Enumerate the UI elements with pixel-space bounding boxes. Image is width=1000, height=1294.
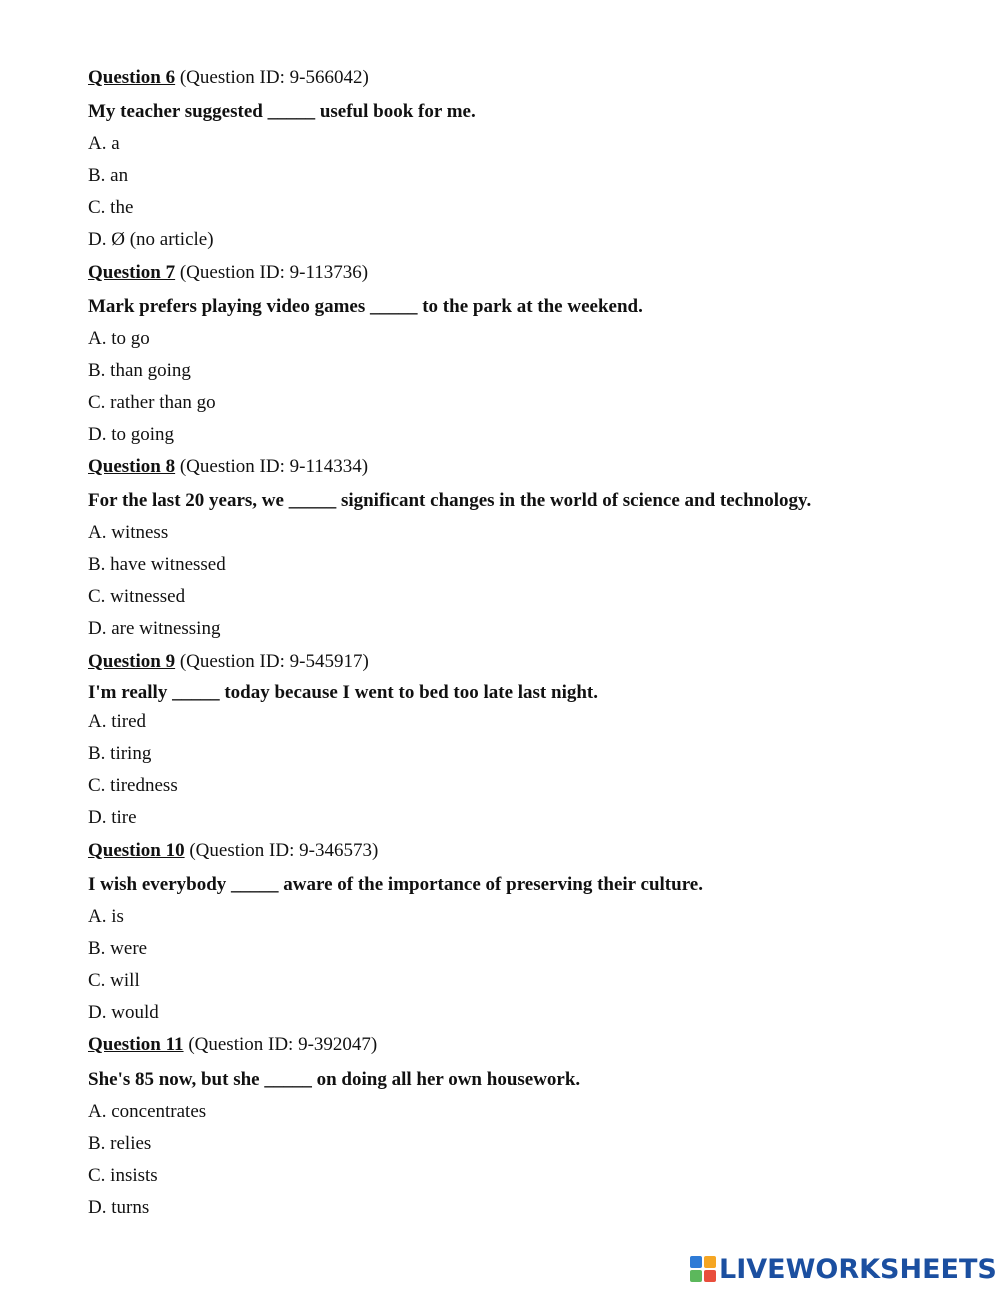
answer-option[interactable]: C. rather than go [88, 392, 216, 413]
brand-name: LIVEWORKSHEETS [719, 1253, 997, 1285]
answer-option[interactable]: D. tire [88, 807, 137, 828]
liveworksheets-logo-icon [690, 1256, 716, 1282]
answer-option[interactable]: A. witness [88, 522, 169, 543]
answer-option[interactable]: D. Ø (no article) [88, 229, 214, 250]
answer-option[interactable]: D. to going [88, 424, 175, 445]
question-header [88, 840, 378, 862]
question-header [88, 262, 368, 284]
question-header [88, 651, 369, 673]
answer-option[interactable]: C. witnessed [88, 586, 186, 607]
answer-option[interactable]: C. will [88, 970, 140, 991]
answer-option[interactable]: C. tiredness [88, 775, 178, 796]
question-label: Question 6 [88, 67, 176, 88]
question-header [88, 1034, 377, 1056]
question-header [88, 67, 369, 89]
question-label: Question 10 [88, 840, 185, 861]
question-id: (Question ID: 9-392047) [188, 1034, 378, 1055]
answer-option[interactable]: B. than going [88, 360, 191, 381]
answer-option[interactable]: A. to go [88, 328, 150, 349]
question-label: Question 11 [88, 1034, 184, 1055]
answer-option[interactable]: A. a [88, 133, 120, 154]
answer-option[interactable]: D. are witnessing [88, 618, 221, 639]
question-header [88, 456, 368, 478]
question-stem: I'm really _____ today because I went to bed too late last night. [88, 682, 598, 703]
question-id: (Question ID: 9-566042) [179, 67, 369, 88]
question-id: (Question ID: 9-113736) [179, 262, 369, 283]
answer-option[interactable]: A. concentrates [88, 1101, 207, 1122]
question-stem: I wish everybody _____ aware of the importance of preserving their culture. [88, 874, 703, 895]
answer-option[interactable]: D. turns [88, 1197, 150, 1218]
answer-option[interactable]: B. relies [88, 1133, 152, 1154]
answer-option[interactable]: B. were [88, 938, 148, 959]
liveworksheets-brand[interactable] [690, 1252, 997, 1286]
answer-option[interactable]: A. is [88, 906, 124, 927]
question-stem: She's 85 now, but she _____ on doing all her own housework. [88, 1069, 581, 1090]
question-label: Question 8 [88, 456, 176, 477]
answer-option[interactable]: B. have witnessed [88, 554, 226, 575]
question-stem: For the last 20 years, we _____ significant changes in the world of science and technology. [88, 490, 812, 511]
question-stem: Mark prefers playing video games _____ to the park at the weekend. [88, 296, 643, 317]
answer-option[interactable]: A. tired [88, 711, 147, 732]
question-id: (Question ID: 9-114334) [179, 456, 369, 477]
question-id: (Question ID: 9-346573) [189, 840, 379, 861]
answer-option[interactable]: D. would [88, 1002, 159, 1023]
answer-option[interactable]: C. the [88, 197, 134, 218]
answer-option[interactable]: B. tiring [88, 743, 152, 764]
question-id: (Question ID: 9-545917) [179, 651, 369, 672]
question-stem: My teacher suggested _____ useful book for me. [88, 101, 476, 122]
question-label: Question 7 [88, 262, 176, 283]
question-label: Question 9 [88, 651, 176, 672]
answer-option[interactable]: C. insists [88, 1165, 158, 1186]
answer-option[interactable]: B. an [88, 165, 129, 186]
